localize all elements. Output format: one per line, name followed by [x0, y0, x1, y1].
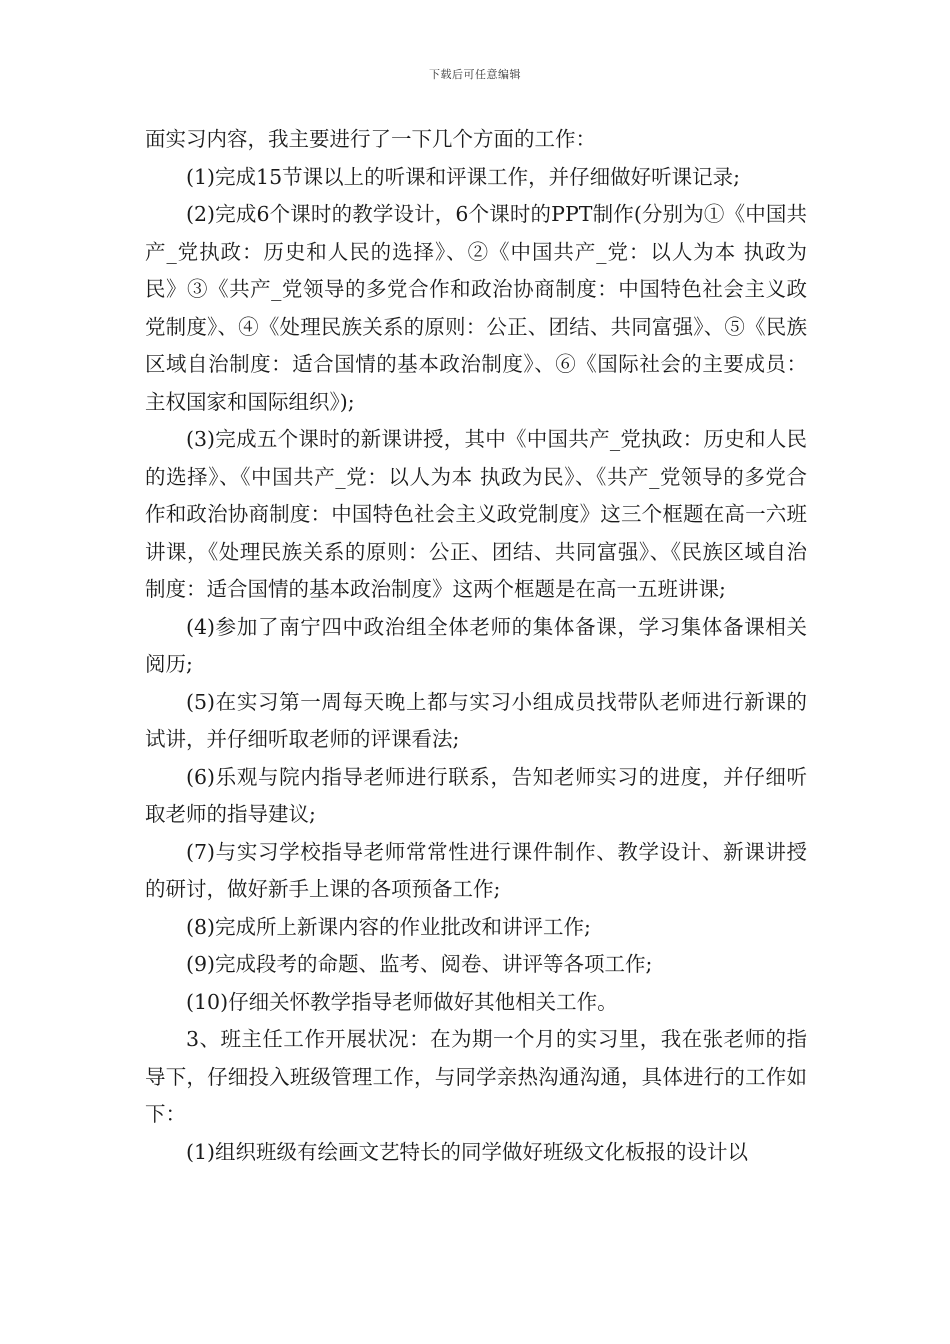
paragraph-item-10: (10)仔细关怀教学指导老师做好其他相关工作。: [186, 989, 618, 1014]
paragraph-section-3-item-1: (1)组织班级有绘画文艺特长的同学做好班级文化板报的设计以: [186, 1139, 749, 1164]
paragraph-item-3: (3)完成五个课时的新课讲授，其中《中国共产_党执政：历史和人民的选择》、《中国共产_党：以人为本 执政为民》、《共产_党领导的多党合作和政治协商制度：中国特色社会主义政党制度》这三个框题在高一六班讲课，《处理民族关系的原则：公正、团结、共同富强》、《民族区域自治制度：适合国情的基本政治制度》这两个框题是在高一五班讲课;: [145, 427, 807, 601]
document-body: [145, 121, 807, 1171]
paragraph-item-8: (8)完成所上新课内容的作业批改和讲评工作;: [186, 914, 591, 939]
paragraph-item-6: (6)乐观与院内指导老师进行联系，告知老师实习的进度，并仔细听取老师的指导建议;: [145, 764, 807, 826]
paragraph-item-2: (2)完成6个课时的教学设计，6个课时的PPT制作(分别为①《中国共产_党执政：历史和人民的选择》、②《中国共产_党：以人为本 执政为民》③《共产_党领导的多党合作和政治协商制度：中国特色社会主义政党制度》、④《处理民族关系的原则：公正、团结、共同富强》、⑤《民族区域自治制度：适合国情的基本政治制度》、⑥《国际社会的主要成员：主权国家和国际组织》);: [145, 202, 807, 414]
paragraph-item-5: (5)在实习第一周每天晚上都与实习小组成员找带队老师进行新课的试讲，并仔细听取老师的评课看法;: [145, 689, 807, 751]
paragraph-intro-continuation: 面实习内容，我主要进行了一下几个方面的工作：: [145, 127, 596, 151]
page-header-note: 下载后可任意编辑: [429, 68, 521, 81]
paragraph-item-9: (9)完成段考的命题、监考、阅卷、讲评等各项工作;: [186, 952, 653, 976]
paragraph-item-4: (4)参加了南宁四中政治组全体老师的集体备课，学习集体备课相关阅历;: [145, 614, 807, 676]
paragraph-section-3-headteacher: 3、班主任工作开展状况：在为期一个月的实习里，我在张老师的指导下，仔细投入班级管理工作，与同学亲热沟通沟通，具体进行的工作如下：: [145, 1027, 807, 1126]
paragraph-item-1: (1)完成15节课以上的听课和评课工作，并仔细做好听课记录;: [186, 164, 741, 189]
paragraph-item-7: (7)与实习学校指导老师常常性进行课件制作、教学设计、新课讲授的研讨，做好新手上课的各项预备工作;: [145, 839, 807, 901]
